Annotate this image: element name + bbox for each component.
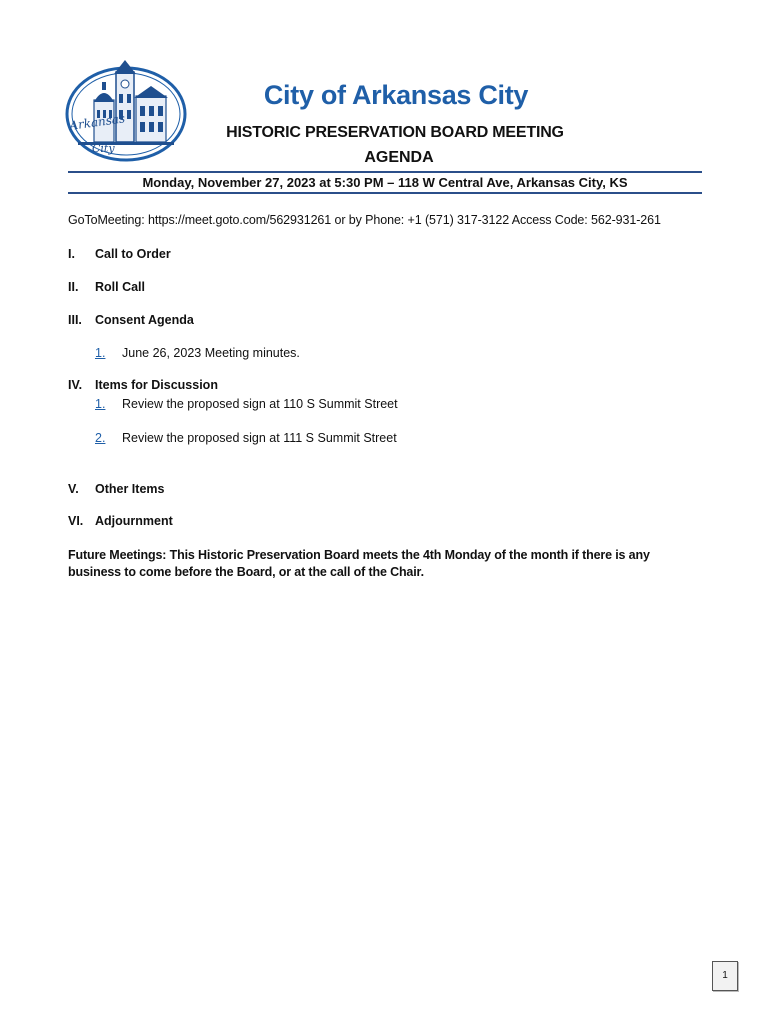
agenda-section-adjournment: [68, 514, 173, 528]
meeting-access-info: GoToMeeting: https://meet.goto.com/562931261 or by Phone: +1 (571) 317-3122 Access Code: 562-931-261: [68, 213, 661, 227]
agenda-section-roll-call: [68, 280, 145, 294]
section-title: Adjournment: [95, 514, 173, 528]
section-title: Items for Discussion: [95, 378, 218, 392]
meeting-date-location: Monday, November 27, 2023 at 5:30 PM – 118 W Central Ave, Arkansas City, KS: [142, 175, 628, 190]
section-numeral: V.: [68, 482, 79, 496]
discussion-item-1: [95, 397, 398, 411]
logo-text-top: Arkansas: [68, 111, 126, 133]
consent-item-text: June 26, 2023 Meeting minutes.: [122, 346, 300, 360]
meeting-name-heading: HISTORIC PRESERVATION BOARD MEETING: [226, 124, 564, 141]
page-number: 1: [712, 961, 738, 991]
agenda-section-call-to-order: [68, 247, 171, 261]
section-title: Roll Call: [95, 280, 146, 294]
agenda-section-other-items: [68, 482, 164, 496]
logo-text-bottom: City: [92, 142, 115, 155]
consent-item-1: [95, 346, 300, 360]
header-rule-top: [68, 171, 702, 173]
section-title: Consent Agenda: [95, 313, 194, 327]
agenda-section-items-for-discussion: [68, 378, 218, 392]
agenda-heading: AGENDA: [364, 149, 434, 166]
section-numeral: I.: [68, 247, 75, 261]
discussion-item-text: Review the proposed sign at 111 S Summit Street: [122, 431, 397, 445]
section-numeral: III.: [68, 313, 82, 327]
consent-item-number-link[interactable]: 1.: [95, 346, 106, 360]
discussion-item-number-link[interactable]: 2.: [95, 431, 106, 445]
section-title: Call to Order: [95, 247, 171, 261]
section-numeral: II.: [68, 280, 79, 294]
section-title: Other Items: [95, 482, 165, 496]
discussion-item-text: Review the proposed sign at 110 S Summit Street: [122, 397, 398, 411]
discussion-item-number-link[interactable]: 1.: [95, 397, 106, 411]
header-rule-bottom: [68, 192, 702, 194]
section-numeral: IV.: [68, 378, 83, 392]
future-meetings-note: Future Meetings: This Historic Preservation Board meets the 4th Monday of the month if there is any business to come before the Board, or at the call of the Chair.: [68, 548, 650, 579]
section-numeral: VI.: [68, 514, 84, 528]
discussion-item-2: [95, 431, 397, 445]
agenda-section-consent-agenda: [68, 313, 194, 327]
city-name-title: City of Arkansas City: [263, 80, 529, 110]
